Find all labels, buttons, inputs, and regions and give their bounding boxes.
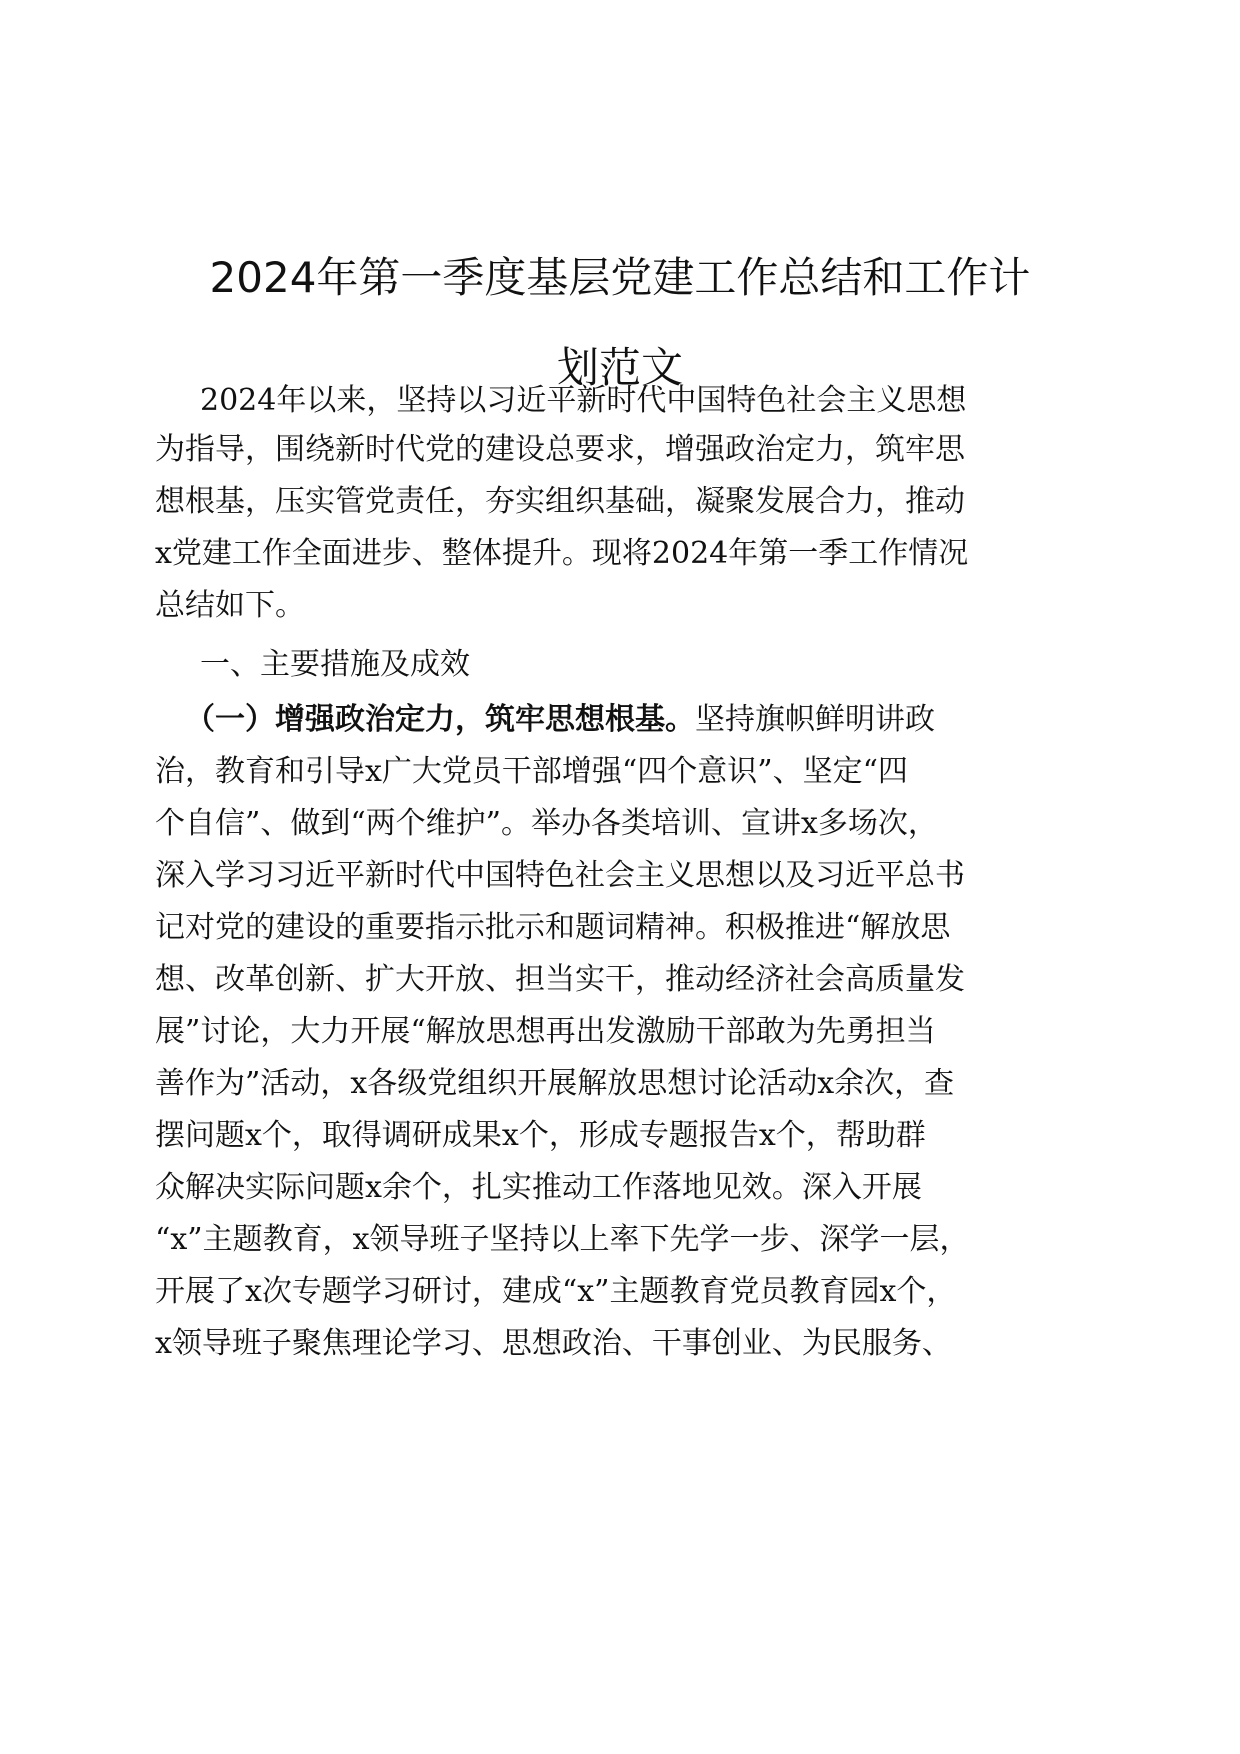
body-line-5: 想、改革创新、扩大开放、担当实干，推动经济社会高质量发	[155, 962, 965, 997]
body-line-3: 深入学习习近平新时代中国特色社会主义思想以及习近平总书	[155, 858, 965, 893]
subsection-1-first-line	[185, 700, 1115, 740]
document-title-line-2: 划范文	[556, 343, 683, 392]
subsection-1-heading: （一）增强政治定力，筑牢思想根基。	[185, 702, 695, 737]
body-line-11: 开展了x次专题学习研讨，建成“x”主题教育党员教育园x个，	[155, 1274, 957, 1309]
intro-line-4: x党建工作全面进步、整体提升。现将2024年第一季工作情况	[155, 536, 969, 571]
body-line-10: “x”主题教育，x领导班子坚持以上率下先学一步、深学一层，	[155, 1222, 970, 1257]
intro-line-5: 总结如下。	[155, 588, 305, 623]
body-line-6: 展”讨论，大力开展“解放思想再出发激励干部敢为先勇担当	[155, 1014, 936, 1049]
intro-line-1: 2024年以来，坚持以习近平新时代中国特色社会主义思想	[200, 383, 967, 418]
body-line-8: 摆问题x个，取得调研成果x个，形成专题报告x个，帮助群	[155, 1118, 926, 1153]
body-line-7: 善作为”活动，x各级党组织开展解放思想讨论活动x余次，查	[155, 1066, 955, 1101]
body-line-12: x领导班子聚焦理论学习、思想政治、干事创业、为民服务、	[155, 1326, 952, 1361]
document-title-line-1: 2024年第一季度基层党建工作总结和工作计	[209, 253, 1031, 302]
intro-line-3: 想根基，压实管党责任，夯实组织基础，凝聚发展合力，推动	[155, 484, 965, 519]
intro-line-2: 为指导，围绕新时代党的建设总要求，增强政治定力，筑牢思	[155, 432, 965, 467]
body-line-2: 个自信”、做到“两个维护”。举办各类培训、宣讲x多场次，	[155, 806, 938, 841]
body-line-4: 记对党的建设的重要指示批示和题词精神。积极推进“解放思	[155, 910, 951, 945]
body-line-1: 治，教育和引导x广大党员干部增强“四个意识”、坚定“四	[155, 754, 908, 789]
body-line-9: 众解决实际问题x余个，扎实推动工作落地见效。深入开展	[155, 1170, 922, 1205]
section-heading-1: 一、主要措施及成效	[200, 647, 470, 682]
subsection-1-first-text: 坚持旗帜鲜明讲政	[695, 702, 935, 737]
